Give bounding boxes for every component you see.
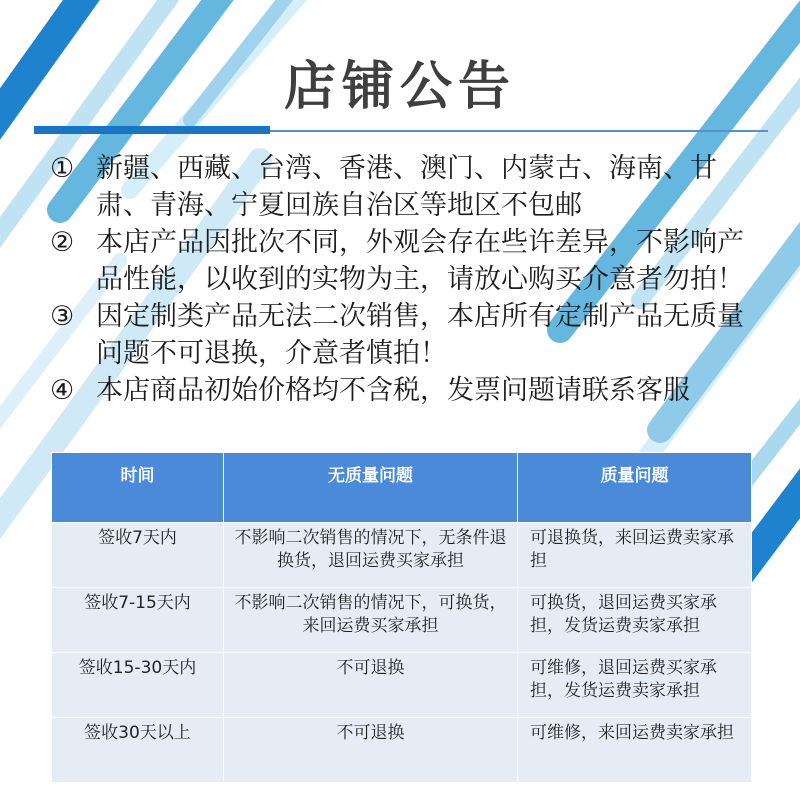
notice-item bbox=[50, 224, 750, 298]
cell-no-quality-issue: 不影响二次销售的情况下，无条件退换货，退回运费买家承担 bbox=[224, 523, 518, 588]
table-row bbox=[52, 523, 752, 588]
column-header-time: 时间 bbox=[52, 453, 224, 523]
cell-quality-issue: 可退换货，来回运费卖家承担 bbox=[518, 523, 752, 588]
cell-no-quality-issue: 不可退换 bbox=[224, 718, 518, 783]
page-title: 店铺公告 bbox=[283, 57, 516, 117]
notice-list bbox=[50, 150, 750, 409]
notice-text: 因定制类产品无法二次销售，本店所有定制产品无质量问题不可退换，介意者慎拍！ bbox=[96, 301, 744, 369]
notice-number: ④ bbox=[50, 375, 75, 406]
column-header-quality-issue: 质量问题 bbox=[518, 453, 752, 523]
notice-text: 本店商品初始价格均不含税，发票问题请联系客服 bbox=[96, 375, 690, 406]
notice-text: 本店产品因批次不同，外观会存在些许差异，不影响产品性能，以收到的实物为主，请放心购买介意者勿拍！ bbox=[96, 227, 744, 295]
table-header-row bbox=[52, 453, 752, 523]
column-header-no-quality-issue: 无质量问题 bbox=[224, 453, 518, 523]
cell-time: 签收15-30天内 bbox=[52, 653, 224, 718]
cell-time: 签收7-15天内 bbox=[52, 588, 224, 653]
cell-no-quality-issue: 不影响二次销售的情况下，可换货，来回运费买家承担 bbox=[224, 588, 518, 653]
notice-item bbox=[50, 298, 750, 372]
cell-time: 签收30天以上 bbox=[52, 718, 224, 783]
cell-time: 签收7天内 bbox=[52, 523, 224, 588]
table-row bbox=[52, 653, 752, 718]
notice-number: ① bbox=[50, 153, 75, 184]
title-divider-accent bbox=[34, 126, 270, 134]
notice-number: ② bbox=[50, 227, 75, 258]
notice-text: 新疆、西藏、台湾、香港、澳门、内蒙古、海南、甘肃、青海、宁夏回族自治区等地区不包邮 bbox=[96, 153, 717, 221]
cell-no-quality-issue: 不可退换 bbox=[224, 653, 518, 718]
notice-item bbox=[50, 150, 750, 224]
notice-number: ③ bbox=[50, 301, 75, 332]
return-policy-table bbox=[51, 452, 752, 783]
notice-item bbox=[50, 372, 750, 409]
cell-quality-issue: 可换货，退回运费买家承担，发货运费卖家承担 bbox=[518, 588, 752, 653]
cell-quality-issue: 可维修，来回运费卖家承担 bbox=[518, 718, 752, 783]
table-row bbox=[52, 588, 752, 653]
cell-quality-issue: 可维修，退回运费买家承担，发货运费卖家承担 bbox=[518, 653, 752, 718]
table-row bbox=[52, 718, 752, 783]
